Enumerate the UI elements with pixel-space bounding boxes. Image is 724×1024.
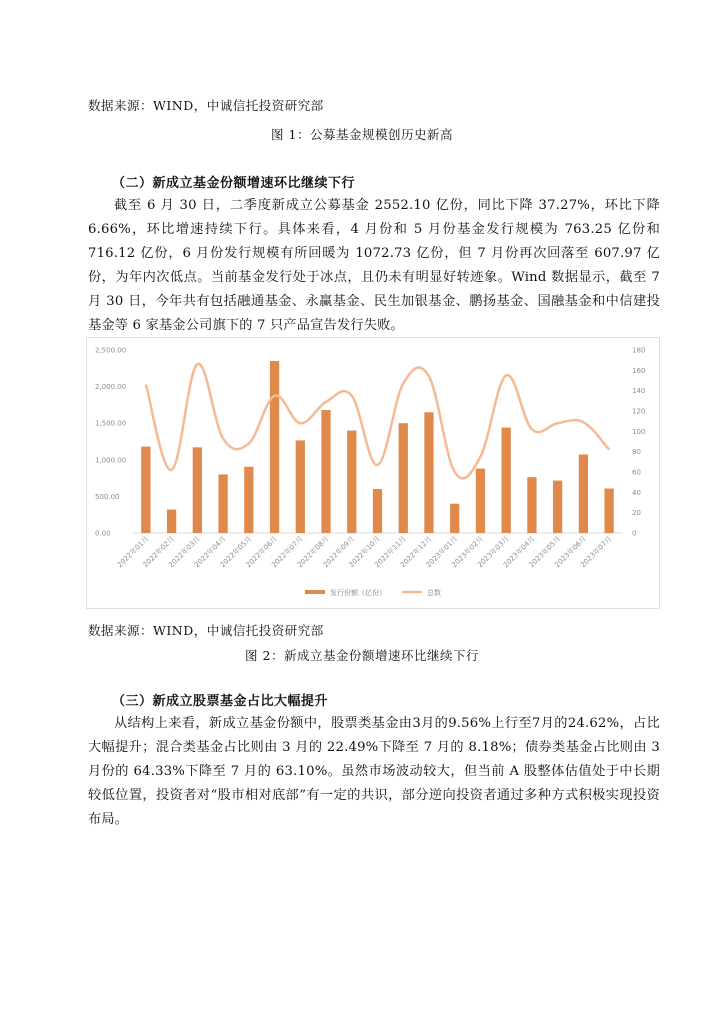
bar-issuance	[193, 447, 202, 533]
issuance-chart-svg	[87, 338, 659, 608]
bar-issuance	[347, 431, 356, 533]
y-left-tick-label: 1,000.00	[95, 456, 127, 465]
issuance-chart	[86, 337, 660, 609]
x-tick-label: 2022年05月	[218, 534, 254, 570]
bar-issuance	[373, 489, 382, 533]
bar-issuance	[424, 412, 433, 533]
bar-issuance	[244, 467, 253, 533]
y-right-tick-label: 40	[632, 488, 641, 497]
y-right-tick-label: 120	[632, 407, 646, 416]
y-left-tick-label: 1,500.00	[95, 419, 127, 428]
y-right-tick-label: 20	[632, 509, 641, 518]
bar-issuance	[141, 447, 150, 533]
x-tick-label: 2023年07月	[579, 534, 614, 570]
y-right-tick-label: 0	[632, 529, 637, 538]
bar-issuance	[604, 488, 613, 533]
bar-issuance	[476, 469, 485, 533]
figure-caption-1: 图 1：公募基金规模创历史新高	[271, 127, 453, 142]
bar-issuance	[296, 440, 305, 533]
section-paragraph-3: 从结构上来看，新成立基金份额中，股票类基金由3月的9.56%上行至7月的24.62%，占比大幅提升；混合类基金占比则由 3 月的 22.49%下降至 7 月的 8.18%；债券类基金占比则由 3 月份的 64.33%下降至 7 月的 63.10%。虽然市场波动较大，但当前 A 股整体估值处于中长期较低位置，投资者对“股市相对底部”有一定的共识，部分逆向投资者通过多种方式积极实现投资布局。	[88, 716, 660, 827]
x-tick-label: 2022年12月	[398, 534, 434, 570]
bar-issuance	[579, 454, 588, 533]
bar-issuance	[167, 510, 176, 533]
y-left-tick-label: 0.00	[95, 529, 111, 538]
y-left-tick-label: 2,000.00	[95, 383, 127, 392]
x-tick-label: 2022年02月	[141, 534, 177, 570]
bar-issuance	[450, 504, 459, 533]
y-right-tick-label: 180	[632, 346, 646, 355]
y-right-tick-label: 80	[632, 448, 641, 457]
bar-issuance	[321, 410, 330, 533]
x-tick-label: 2022年04月	[193, 534, 228, 570]
x-tick-label: 2023年06月	[553, 534, 588, 570]
x-tick-label: 2022年03月	[167, 534, 202, 570]
x-tick-label: 2022年11月	[373, 534, 408, 570]
x-tick-label: 2023年05月	[527, 534, 563, 570]
section-paragraph-2: 截至 6 月 30 日，二季度新成立公募基金 2552.10 亿份，同比下降 37.27%，环比下降 6.66%，环比增速持续下行。具体来看，4 月份和 5 月份基金发行规模为 763.25 亿份和 716.12 亿份，6 月份发行规模有所回暖为 1072.73 亿份，但 7 月份再次回落至 607.97 亿份，为年内次低点。当前基金发行处于冰点，且仍未有明显好转迹象。Wind 数据显示，截至 7 月 30 日，今年共有包括融通基金、永赢基金、民生加银基金、鹏扬基金、国融基金和中信建投基金等 6 家基金公司旗下的 7 只产品宣告发行失败。	[88, 198, 660, 333]
series-line-total	[146, 364, 609, 478]
x-tick-label: 2023年04月	[501, 534, 537, 570]
source-note-2: 数据来源：WIND，中诚信托投资研究部	[88, 623, 324, 638]
x-tick-label: 2023年01月	[424, 534, 460, 570]
legend-label-line: 总数	[427, 589, 441, 597]
section-heading-2: （二）新成立基金份额增速环比继续下行	[112, 176, 356, 191]
source-note-1: 数据来源：WIND，中诚信托投资研究部	[88, 98, 324, 113]
legend-swatch-bar	[305, 590, 325, 594]
x-tick-label: 2022年08月	[295, 534, 331, 570]
bar-issuance	[270, 361, 279, 533]
x-tick-label: 2022年10月	[347, 534, 382, 570]
legend-label-bar: 发行份额（亿份）	[330, 589, 386, 597]
bar-issuance	[527, 477, 536, 533]
x-tick-label: 2022年07月	[270, 534, 305, 570]
y-right-tick-label: 100	[632, 427, 646, 436]
y-right-tick-label: 160	[632, 366, 646, 375]
y-left-tick-label: 2,500.00	[95, 346, 127, 355]
bar-issuance	[553, 481, 562, 533]
x-tick-label: 2022年06月	[244, 534, 279, 570]
x-tick-label: 2022年01月	[115, 534, 151, 570]
bar-issuance	[502, 428, 511, 533]
y-right-tick-label: 60	[632, 468, 641, 477]
x-tick-label: 2023年02月	[450, 534, 485, 570]
section-heading-3: （三）新成立股票基金占比大幅提升	[112, 694, 329, 709]
y-right-tick-label: 140	[632, 387, 646, 396]
figure-caption-2: 图 2：新成立基金份额增速环比继续下行	[245, 648, 479, 663]
bar-issuance	[399, 423, 408, 533]
x-tick-label: 2023年03月	[476, 534, 511, 570]
y-left-tick-label: 500.00	[95, 492, 120, 501]
x-tick-label: 2022年09月	[321, 534, 357, 570]
bar-issuance	[218, 474, 227, 533]
